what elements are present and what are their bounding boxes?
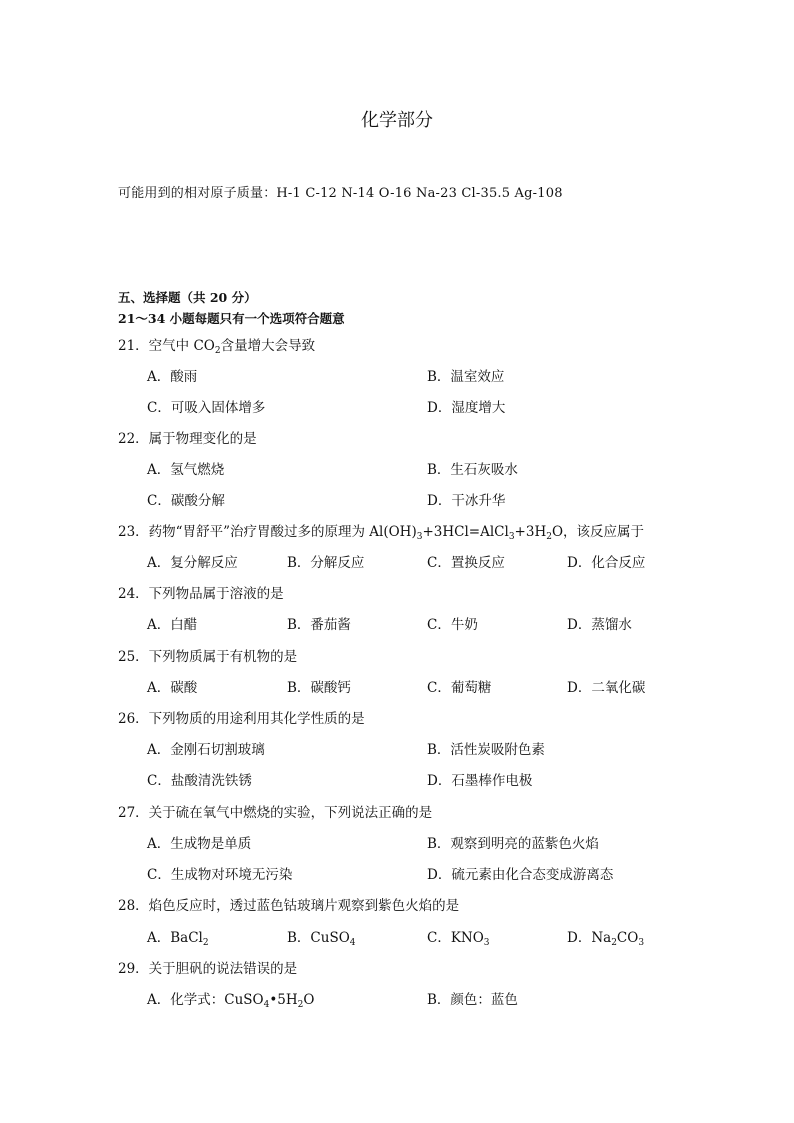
- question-21-option-a: A．酸雨: [147, 369, 198, 385]
- question-27-option-c: C．生成物对环境无污染: [147, 867, 293, 883]
- question-24-option-d: D．蒸馏水: [567, 617, 632, 633]
- question-22-option-a: A．氢气燃烧: [147, 462, 225, 478]
- question-27-option-d: D．硫元素由化合态变成游离态: [427, 867, 614, 883]
- question-26-stem: 26．下列物质的用途利用其化学性质的是: [118, 711, 365, 727]
- question-25-stem: 25．下列物质属于有机物的是: [118, 649, 298, 665]
- question-23-stem: 23．药物“胃舒平”治疗胃酸过多的原理为 $Al(OH)_3+3HCl=AlCl_3+3H_2O$，该反应属于: [118, 524, 645, 542]
- question-29-stem: 29．关于胆矾的说法错误的是: [118, 961, 298, 977]
- question-22-stem: 22．属于物理变化的是: [118, 431, 257, 447]
- question-28-option-b: B．CuSO$_4$: [287, 930, 356, 948]
- question-27-option-a: A．生成物是单质: [147, 836, 252, 852]
- question-26-option-b: B．活性炭吸附色素: [427, 742, 545, 758]
- question-23-option-b: B．分解反应: [287, 555, 365, 571]
- question-21-option-c: C．可吸入固体增多: [147, 400, 266, 416]
- question-23-option-c: C．置换反应: [427, 555, 505, 571]
- question-22-option-b: B．生石灰吸水: [427, 462, 518, 478]
- question-25-option-b: B．碳酸钙: [287, 680, 351, 696]
- question-22-option-c: C．碳酸分解: [147, 493, 225, 509]
- question-23-option-a: A．复分解反应: [147, 555, 238, 571]
- question-25-option-c: C．葡萄糖: [427, 680, 492, 696]
- question-25-option-d: D．二氧化碳: [567, 680, 646, 696]
- question-28-stem: 28．焰色反应时，透过蓝色钴玻璃片观察到紫色火焰的是: [118, 898, 460, 914]
- question-22-option-d: D．干冰升华: [427, 493, 506, 509]
- question-28-option-c: C．$KNO_3$: [427, 930, 490, 948]
- question-24-option-b: B．番茄酱: [287, 617, 351, 633]
- question-26-option-c: C．盐酸清洗铁锈: [147, 773, 252, 789]
- question-26-option-d: D．石墨棒作电极: [427, 773, 533, 789]
- section-heading: 五、选择题（共 20 分）: [118, 290, 257, 305]
- page-title: 化学部分: [361, 110, 433, 131]
- question-25-option-a: A．碳酸: [147, 680, 198, 696]
- question-24-option-a: A．白醋: [147, 617, 198, 633]
- question-28-option-d: D．$Na_2CO_3$: [567, 930, 645, 948]
- section-instruction: 21～34 小题每题只有一个选项符合题意: [118, 311, 345, 326]
- question-26-option-a: A．金刚石切割玻璃: [147, 742, 265, 758]
- question-23-option-d: D．化合反应: [567, 555, 646, 571]
- atomic-masses-line: 可能用到的相对原子质量：H-1 C-12 N-14 O-16 Na-23 Cl-35.5 Ag-108: [118, 186, 563, 201]
- question-24-stem: 24．下列物品属于溶液的是: [118, 586, 284, 602]
- question-21-option-b: B．温室效应: [427, 369, 505, 385]
- question-24-option-c: C．牛奶: [427, 617, 478, 633]
- question-29-option-b: B．颜色：蓝色: [427, 992, 518, 1008]
- question-27-stem: 27．关于硫在氧气中燃烧的实验，下列说法正确的是: [118, 805, 433, 821]
- question-29-option-a: A．化学式：$CuSO_4•5H_2O$: [147, 992, 315, 1010]
- question-21-stem: 21．空气中 $CO_2$含量增大会导致: [118, 338, 316, 356]
- question-27-option-b: B．观察到明亮的蓝紫色火焰: [427, 836, 599, 852]
- question-21-option-d: D．湿度增大: [427, 400, 506, 416]
- question-28-option-a: A．BaCl$_2$: [147, 930, 209, 948]
